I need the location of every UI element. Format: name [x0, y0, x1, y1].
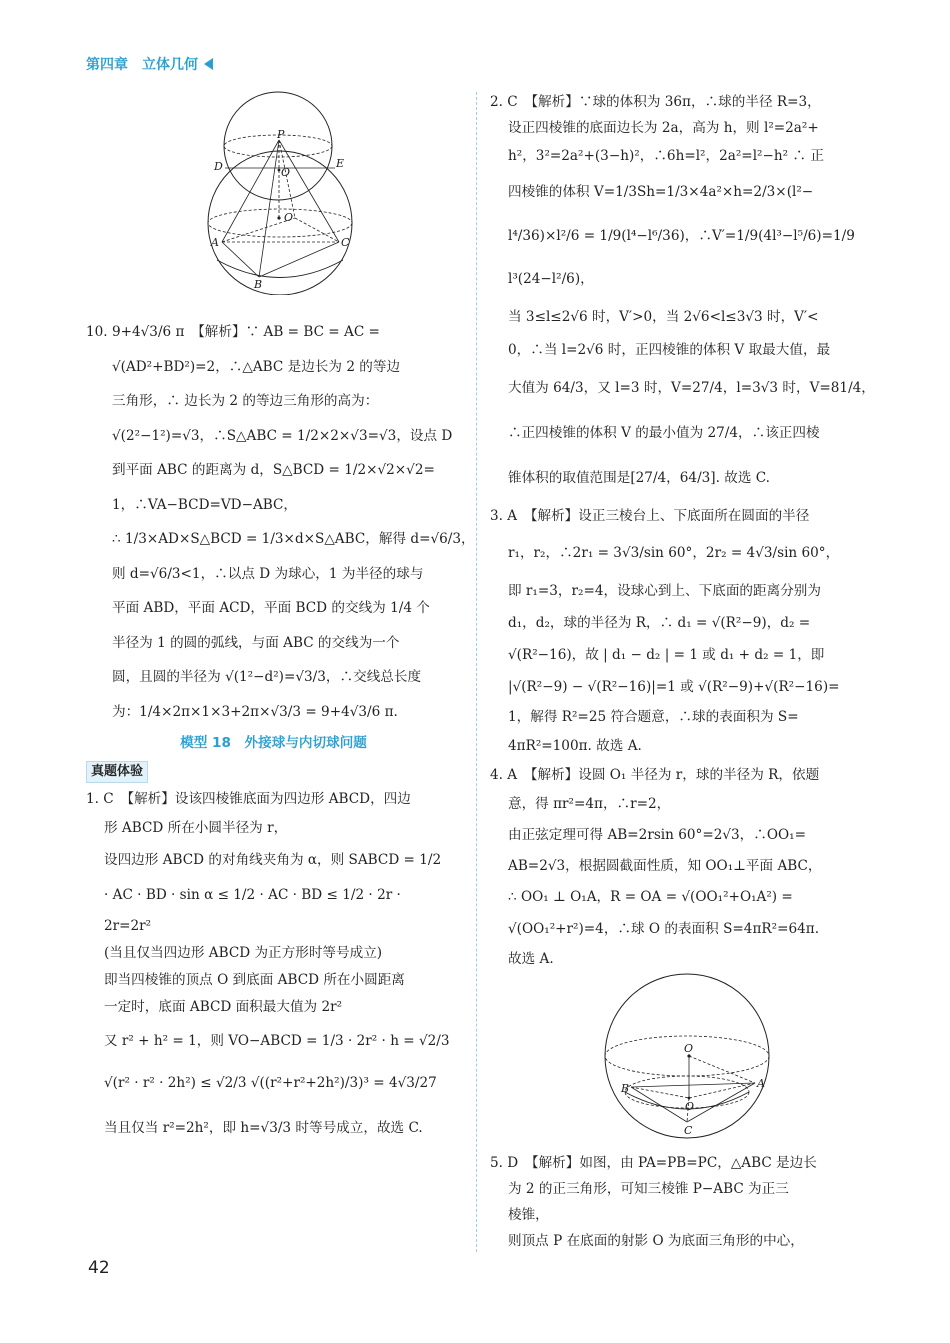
label-o: O [684, 1042, 694, 1055]
solution-2-line-8: 0，∴当 l=2√6 时，正四棱锥的体积 V 取最大值，最 [508, 342, 831, 358]
solution-3-line-1: 3. A 【解析】设正三棱台上、下底面所在圆面的半径 [490, 508, 810, 524]
solution-5-line-4: 则顶点 P 在底面的射影 O 为底面三角形的中心， [508, 1233, 804, 1249]
solution-5-line-3: 棱锥， [508, 1207, 549, 1223]
solution-2-line-6: l³(24−l²/6)， [508, 271, 594, 287]
solution-4-line-1: 4. A 【解析】设圆 O₁ 半径为 r，球的半径为 R，依题 [490, 767, 820, 783]
label-b: B [254, 278, 263, 291]
triangle-left-icon [204, 58, 213, 70]
label-o1: O [281, 166, 291, 179]
solution-1-line-5: 2r=2r² [104, 918, 152, 934]
solution-1-line-10: √(r² · r² · 2h²) ≤ √2/3 √((r²+r²+2h²)/3)³ = 4√3/27 [104, 1075, 437, 1091]
sphere-figure-2 [595, 970, 780, 1145]
solution-4-line-6: √(OO₁²+r²)=4，∴球 O 的表面积 S=4πR²=64π. [508, 921, 820, 937]
solution-1-line-8: 一定时，底面 ABCD 面积最大值为 2r² [104, 999, 343, 1015]
solution-2-line-7: 当 3≤l≤2√6 时，V′>0，当 2√6<l≤3√3 时，V′< [508, 309, 819, 325]
sphere-figure-1 [195, 90, 370, 295]
chapter-title: 第四章 立体几何 [86, 57, 198, 73]
label-d: D [214, 160, 223, 173]
solution-10-line-6: 1，∴VA−BCD=VD−ABC， [112, 496, 298, 513]
solution-2-line-11: 锥体积的取值范围是[27/4，64/3]. 故选 C. [508, 470, 770, 486]
page-number: 42 [88, 1258, 110, 1278]
solution-5-line-2: 为 2 的正三角形，可知三棱锥 P−ABC 为正三 [508, 1181, 789, 1197]
chapter-header [86, 54, 213, 74]
solution-10-line-8: 则 d=√6/3<1，∴以点 D 为球心，1 为半径的球与 [112, 565, 424, 582]
solution-1-line-9: 又 r² + h² = 1，则 VO−ABCD = 1/3 · 2r² · h = √2/3 [104, 1033, 450, 1049]
solution-1-line-2: 形 ABCD 所在小圆半径为 r， [104, 820, 288, 836]
label-o: O [284, 211, 294, 224]
column-divider [476, 92, 477, 1252]
solution-2-line-5: l⁴/36)×l²/6 = 1/9(l⁴−l⁶/36)，∴V′=1/9(4l³−l⁵/6)=1/9 [508, 228, 855, 244]
solution-3-line-7: 1，解得 R²=25 符合题意，∴球的表面积为 S= [508, 709, 799, 725]
solution-3-line-4: d₁，d₂，球的半径为 R，∴ d₁ = √(R²−9)，d₂ = [508, 615, 811, 631]
solution-10-line-3: 三角形，∴ 边长为 2 的等边三角形的高为： [112, 393, 379, 409]
label-b: B [621, 1082, 630, 1095]
label-e: E [336, 157, 345, 170]
solution-10-line-10: 半径为 1 的圆的弧线，与面 ABC 的交线为一个 [112, 634, 400, 651]
solution-3-line-2: r₁，r₂，∴2r₁ = 3√3/sin 60°，2r₂ = 4√3/sin 60°， [508, 545, 840, 561]
solution-10-line-9: 平面 ABD，平面 ACD，平面 BCD 的交线为 1/4 个 [112, 600, 430, 616]
right-column [490, 89, 875, 973]
solution-3-line-5: √(R²−16)，故 | d₁ − d₂ | = 1 或 d₁ + d₂ = 1，即 [508, 647, 825, 663]
solution-5-line-1: 5. D 【解析】如图，由 PA=PB=PC，△ABC 是边长 [490, 1155, 817, 1171]
solution-1-line-7: 即当四棱锥的顶点 O 到底面 ABCD 所在小圆距离 [104, 972, 405, 988]
solution-2-line-10: ∴正四棱锥的体积 V 的最小值为 27/4，∴该正四棱 [508, 425, 820, 441]
solution-4-line-7: 故选 A. [508, 951, 554, 967]
label-c: C [684, 1124, 693, 1137]
solution-1-line-1: 1. C 【解析】设该四棱锥底面为四边形 ABCD，四边 [86, 791, 411, 807]
section-title: 模型 18 外接球与内切球问题 [180, 735, 367, 751]
tag-zhenti: 真题体验 [86, 761, 148, 783]
solution-4-line-4: AB=2√3，根据圆截面性质，知 OO₁⊥平面 ABC， [508, 858, 822, 874]
solution-4-line-3: 由正弦定理可得 AB=2rsin 60°=2√3，∴OO₁= [508, 827, 806, 843]
solution-2-line-3: h²，3²=2a²+(3−h)²，∴6h=l²，2a²=l²−h² ∴ 正 [508, 148, 824, 164]
solution-10-line-12: 为：1/4×2π×1×3+2π×√3/3 = 9+4√3/6 π. [112, 703, 398, 720]
solution-3-line-3: 即 r₁=3，r₂=4，设球心到上、下底面的距离分别为 [508, 583, 821, 599]
solution-10-line-7: ∴ 1/3×AD×S△BCD = 1/3×d×S△ABC，解得 d=√6/3， [112, 531, 475, 547]
solution-4-line-2: 意，得 πr²=4π，∴r=2， [508, 796, 671, 812]
label-c: C [341, 236, 350, 249]
label-a: A [211, 236, 219, 249]
solution-2-line-9: 大值为 64/3，又 l=3 时，V=27/4，l=3√3 时，V=81/4， [508, 380, 875, 396]
label-a: A [757, 1077, 765, 1090]
solution-1-line-6: (当且仅当四边形 ABCD 为正方形时等号成立) [104, 945, 383, 961]
left-column [86, 315, 475, 1151]
solution-3-line-8: 4πR²=100π. 故选 A. [508, 738, 642, 754]
solution-1-line-11: 当且仅当 r²=2h²，即 h=√3/3 时等号成立，故选 C. [104, 1120, 423, 1136]
label-p: P [277, 128, 285, 141]
solution-1-line-4: · AC · BD · sin α ≤ 1/2 · AC · BD ≤ 1/2 · 2r · [104, 886, 401, 903]
solution-10-line-2: √(AD²+BD²)=2，∴△ABC 是边长为 2 的等边 [112, 358, 401, 375]
solution-10-line-5: 到平面 ABC 的距离为 d，S△BCD = 1/2×√2×√2= [112, 462, 435, 478]
solution-1-line-3: 设四边形 ABCD 的对角线夹角为 α，则 SABCD = 1/2 [104, 852, 442, 868]
solution-2-line-1: 2. C 【解析】∵球的体积为 36π，∴球的半径 R=3， [490, 94, 821, 110]
solution-4-line-5: ∴ OO₁ ⊥ O₁A，R = OA = √(OO₁²+O₁A²) = [508, 889, 793, 905]
solution-10-line-1: 10. 9+4√3/6 π 【解析】∵ AB = BC = AC = [86, 324, 380, 340]
solution-2-line-2: 设正四棱锥的底面边长为 2a，高为 h，则 l²=2a²+ [508, 120, 819, 136]
solution-10-line-11: 圆，且圆的半径为 √(1²−d²)=√3/3，∴交线总长度 [112, 669, 422, 685]
solution-2-line-4: 四棱锥的体积 V=1/3Sh=1/3×4a²×h=2/3×(l²− [508, 184, 814, 200]
solution-3-line-6: |√(R²−9) − √(R²−16)|=1 或 √(R²−9)+√(R²−16)= [508, 679, 840, 695]
solution-10-line-4: √(2²−1²)=√3，∴S△ABC = 1/2×2×√3=√3，设点 D [112, 427, 453, 444]
right-column-bottom [490, 1150, 870, 1254]
label-o1: O [685, 1100, 695, 1113]
